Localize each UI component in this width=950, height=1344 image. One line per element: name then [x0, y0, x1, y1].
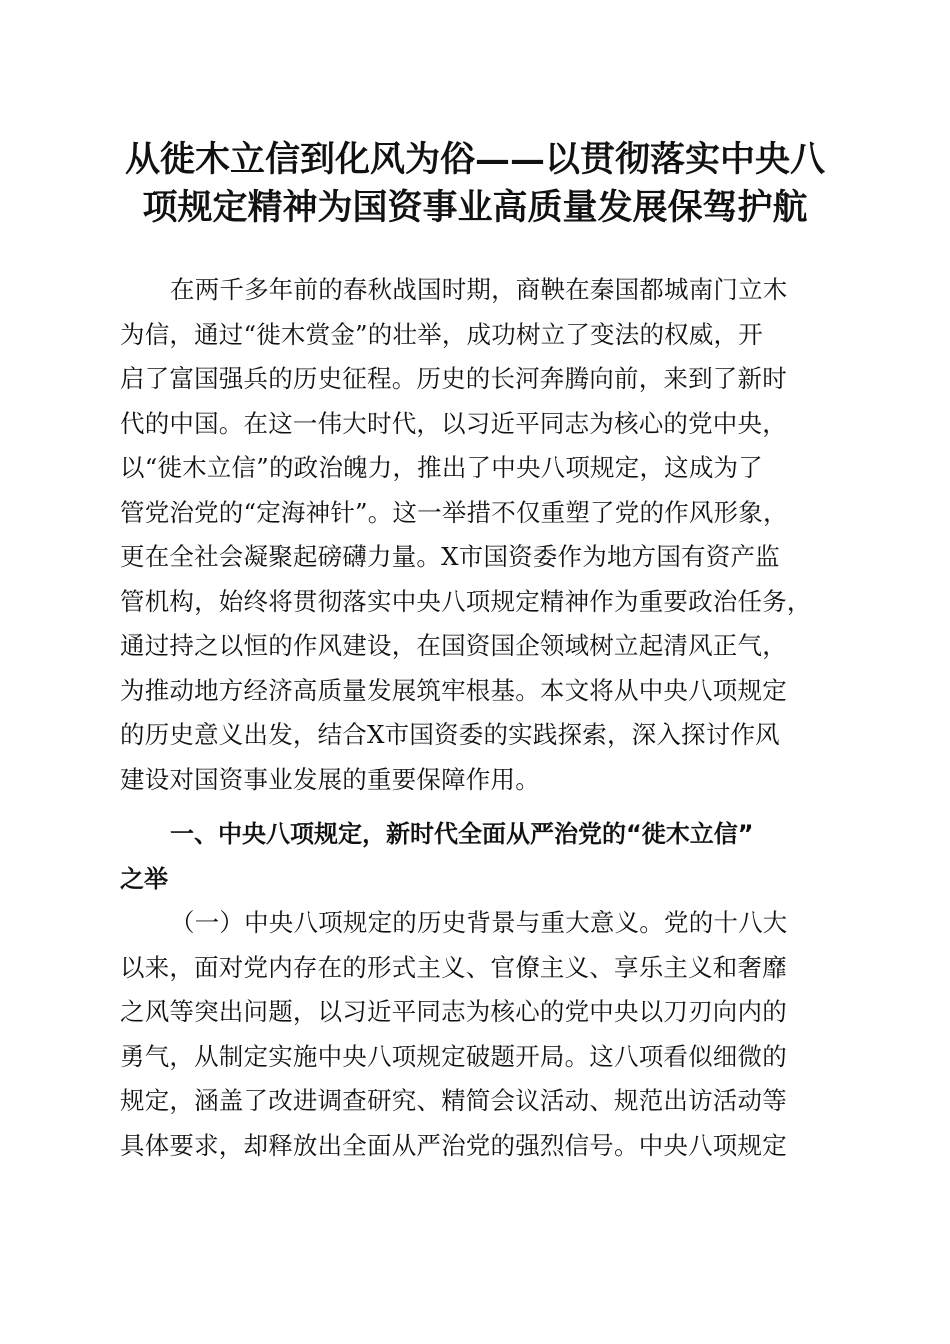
paragraph-line: 的历史意义出发，结合X市国资委的实践探索，深入探讨作风 — [120, 720, 780, 749]
paragraph-line: 启了富国强兵的历史征程。历史的长河奔腾向前，来到了新时 — [120, 364, 787, 393]
paragraph-line: 具体要求，却释放出全面从严治党的强烈信号。中央八项规定 — [120, 1130, 787, 1160]
subsection-paragraph — [120, 901, 832, 1168]
paragraph-line: 在两千多年前的春秋战国时期，商鞅在秦国都城南门立木 — [170, 275, 788, 304]
title-line: 项规定精神为国资事业高质量发展保驾护航 — [142, 187, 808, 228]
paragraph-line: 勇气，从制定实施中央八项规定破题开局。这八项看似细微的 — [120, 1041, 787, 1071]
paragraph-line: 为推动地方经济高质量发展筑牢根基。本文将从中央八项规定 — [120, 675, 787, 705]
section-heading — [120, 812, 832, 901]
intro-paragraph — [120, 268, 832, 802]
paragraph-line: （一）中央八项规定的历史背景与重大意义。党的十八大 — [170, 908, 788, 937]
paragraph-line: 规定，涵盖了改进调查研究、精简会议活动、规范出访活动等 — [120, 1086, 787, 1115]
paragraph-line: 通过持之以恒的作风建设，在国资国企领域树立起清风正气， — [120, 631, 787, 660]
paragraph-line: 以来，面对党内存在的形式主义、官僚主义、享乐主义和奢靡 — [120, 952, 787, 982]
heading-line: 之举 — [120, 864, 168, 893]
paragraph-line: 之风等突出问题，以习近平同志为核心的党中央以刀刃向内的 — [120, 997, 787, 1026]
paragraph-line: 代的中国。在这一伟大时代，以习近平同志为核心的党中央， — [120, 408, 787, 438]
paragraph-line: 以“徙木立信”的政治魄力，推出了中央八项规定，这成为了 — [120, 453, 763, 482]
paragraph-line: 更在全社会凝聚起磅礴力量。X市国资委作为地方国有资产监 — [120, 542, 780, 571]
title-line: 从徙木立信到化风为俗——以贯彻落实中央八 — [124, 139, 825, 180]
paragraph-line: 建设对国资事业发展的重要保障作用。 — [120, 764, 540, 794]
paragraph-line: 为信，通过“徙木赏金”的壮举，成功树立了变法的权威，开 — [120, 319, 763, 349]
document-title — [110, 136, 840, 232]
paragraph-line: 管机构，始终将贯彻落实中央八项规定精神作为重要政治任务， — [120, 586, 812, 616]
heading-line: 一、中央八项规定，新时代全面从严治党的“徙木立信” — [170, 820, 754, 848]
paragraph-line: 管党治党的“定海神针”。这一举措不仅重塑了党的作风形象， — [120, 497, 788, 527]
